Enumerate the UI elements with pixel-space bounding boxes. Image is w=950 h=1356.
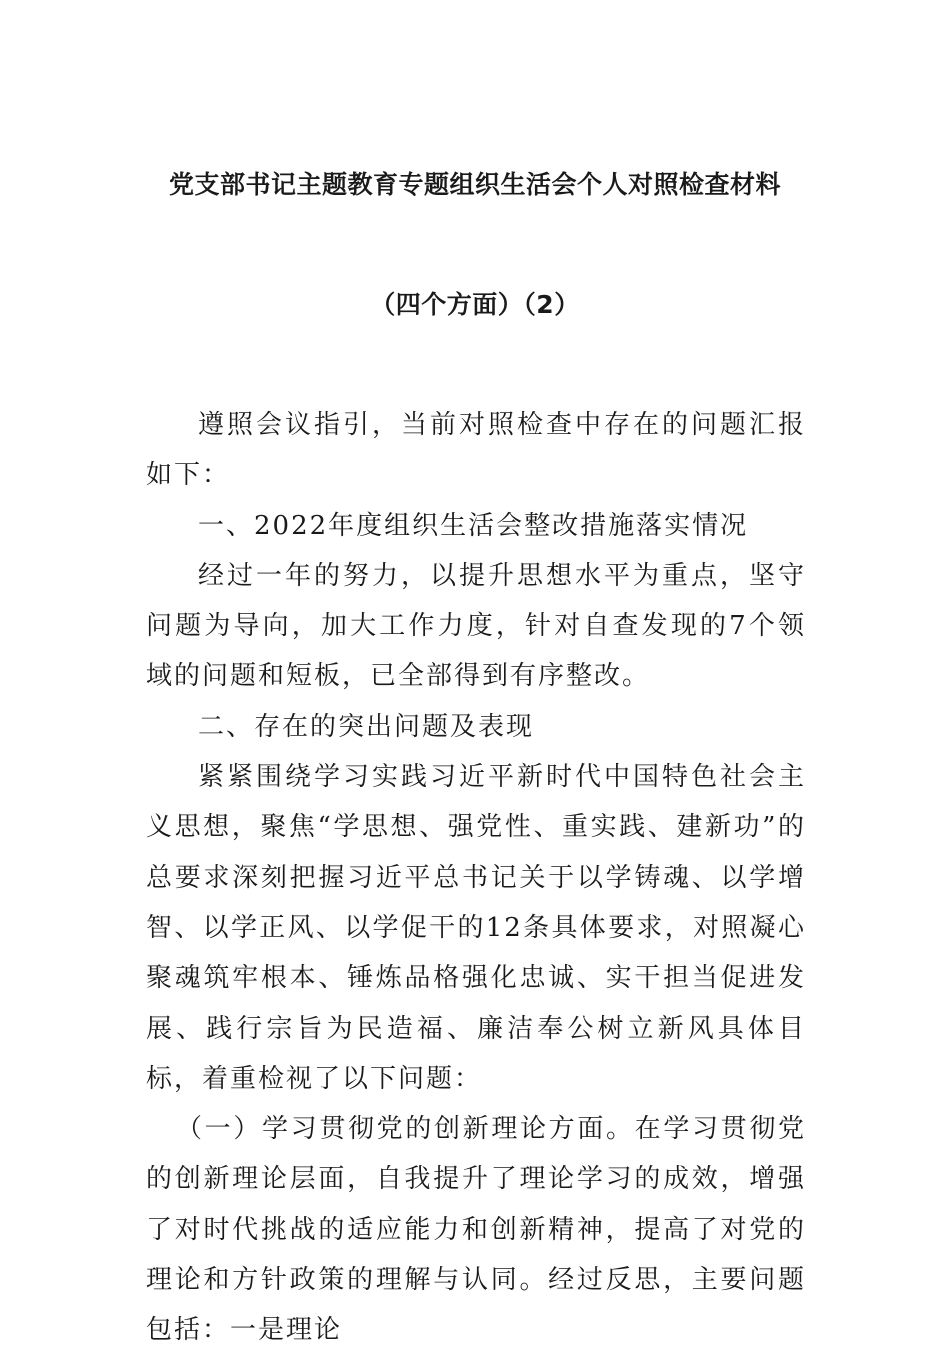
- document-title: 党支部书记主题教育专题组织生活会个人对照检查材料: [168, 170, 781, 199]
- section-heading-2: 二、存在的突出问题及表现: [198, 711, 535, 742]
- section-heading-1: 一、2022年度组织生活会整改措施落实情况: [198, 510, 749, 541]
- document-body: [146, 400, 806, 1356]
- subsection-1-paragraph: （一）学习贯彻党的创新理论方面。在学习贯彻党的创新理论层面，自我提升了理论学习的成效，增强了对时代挑战的适应能力和创新精神，提高了对党的理论和方针政策的理解与认同。经过反思，主要问题包括：一是理论: [146, 1114, 806, 1346]
- intro-paragraph: 遵照会议指引，当前对照检查中存在的问题汇报如下：: [146, 410, 806, 491]
- section-1-paragraph: 经过一年的努力，以提升思想水平为重点，坚守问题为导向，加大工作力度，针对自查发现的7个领域的问题和短板，已全部得到有序整改。: [146, 560, 806, 692]
- section-2-paragraph: 紧紧围绕学习实践习近平新时代中国特色社会主义思想，聚焦“学思想、强党性、重实践、建新功”的总要求深刻把握习近平总书记关于以学铸魂、以学增智、以学正风、以学促干的12条具体要求，对照凝心聚魂筑牢根本、锤炼品格强化忠诚、实干担当促进发展、践行宗旨为民造福、廉洁奉公树立新风具体目标，着重检视了以下问题：: [146, 762, 806, 1094]
- document-subtitle: （四个方面）（2）: [370, 290, 580, 319]
